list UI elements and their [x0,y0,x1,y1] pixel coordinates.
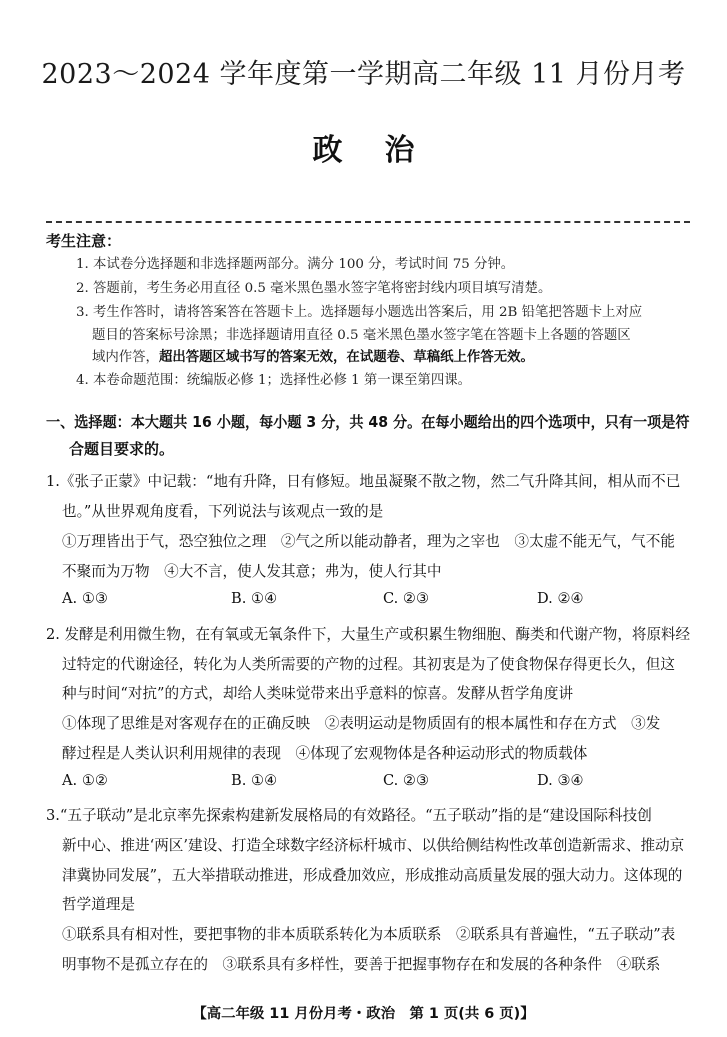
question-1-line-1: 1.《张子正蒙》中记载：“地有升降，日有修短。地虽凝聚不散之物，然二气升降其间，相从而不已 [46,473,681,490]
question-3-line-5: ①联系具有相对性，要把事物的非本质联系转化为本质联系 ②联系具有普遍性，“五子联动”表 [62,926,676,943]
notice-item-1: 1. 本试卷分选择题和非选择题两部分。满分 100 分，考试时间 75 分钟。 [76,257,515,272]
question-2-line-2: 过特定的代谢途径，转化为人类所需要的产物的过程。其初衷是为了使食物保存得更长久，但这 [62,656,675,673]
question-1-line-2: 也。”从世界观角度看，下列说法与该观点一致的是 [62,503,384,520]
question-2-option-b[interactable]: B. ①④ [231,772,278,789]
notice-item-3: 3. 考生作答时，请将答案答在答题卡上。选择题每小题选出答案后，用 2B 铅笔把答题卡上对应 [76,305,643,320]
question-2-option-c[interactable]: C. ②③ [383,772,430,789]
question-2-line-1: 2. 发酵是利用微生物，在有氧或无氧条件下，大量生产或积累生物细胞、酶类和代谢产物，将原料经 [46,626,691,643]
notice-item-3-end [92,346,534,365]
section-1-line-2: 合题目要求的。 [69,440,175,458]
question-2-line-5: 酵过程是人类认识利用规律的表现 ④体现了宏观物体是各种运动形式的物质载体 [62,745,588,762]
question-3-line-1: 3.“五子联动”是北京率先探索构建新发展格局的有效路径。“五子联动”指的是“建设国际科技创 [46,807,652,824]
section-1-line-1: 一、选择题：本大题共 16 小题，每小题 3 分，共 48 分。在每小题给出的四个选项中，只有一项是符 [46,413,690,431]
subject-title: 政治 [312,133,457,168]
question-1-option-b[interactable]: B. ①④ [231,590,278,607]
question-1-option-c[interactable]: C. ②③ [383,590,430,607]
question-3-line-6: 明事物不是孤立存在的 ③联系具有多样性，要善于把握事物存在和发展的各种条件 ④联系 [62,956,661,973]
notice-item-4: 4. 本卷命题范围：统编版必修 1；选择性必修 1 第一课至第四课。 [76,373,471,388]
question-1-line-4: 不聚而为万物 ④大不言，使人发其意；弗为，使人行其中 [62,563,442,580]
question-3-line-2: 新中心、推进‘两区’建设、打造全球数字经济标杆城市、以供给侧结构性改革创造新需求、推动京 [62,837,685,854]
question-2-option-d[interactable]: D. ③④ [537,772,584,789]
question-2-line-4: ①体现了思维是对客观存在的正确反映 ②表明运动是物质固有的根本属性和存在方式 ③发 [62,715,661,732]
question-2-option-a[interactable]: A. ①② [62,772,108,789]
exam-title: 2023～2024 学年度第一学期高二年级 11 月份月考 [41,59,686,90]
notice-item-3-bold: 超出答题区域书写的答案无效，在试题卷、草稿纸上作答无效。 [158,350,534,365]
question-2-line-3: 种与时间“对抗”的方式，却给人类味觉带来出乎意料的惊喜。发酵从哲学角度讲 [62,685,574,702]
question-1-option-d[interactable]: D. ②④ [537,590,584,607]
question-3-line-3: 津冀协同发展”，五大举措联动推进，形成叠加效应，形成推动高质量发展的强大动力。这体现的 [62,867,683,884]
header-divider [46,221,690,223]
question-1-option-a[interactable]: A. ①③ [62,590,108,607]
question-1-line-3: ①万理皆出于气，恐空独位之理 ②气之所以能动静者，理为之宰也 ③太虚不能无气，气不能 [62,533,675,550]
notice-item-3-prefix: 域内作答， [92,350,159,365]
question-3-line-4: 哲学道理是 [62,896,135,913]
page-footer: 【高二年级 11 月份月考・政治 第 1 页(共 6 页)】 [192,1006,535,1022]
notice-item-3-cont: 题目的答案标号涂黑；非选择题请用直径 0.5 毫米黑色墨水签字笔在答题卡上各题的答题区 [92,328,631,343]
notice-item-2: 2. 答题前，考生务必用直径 0.5 毫米黑色墨水签字笔将密封线内项目填写清楚。 [76,281,552,296]
notice-heading: 考生注意： [46,232,122,250]
